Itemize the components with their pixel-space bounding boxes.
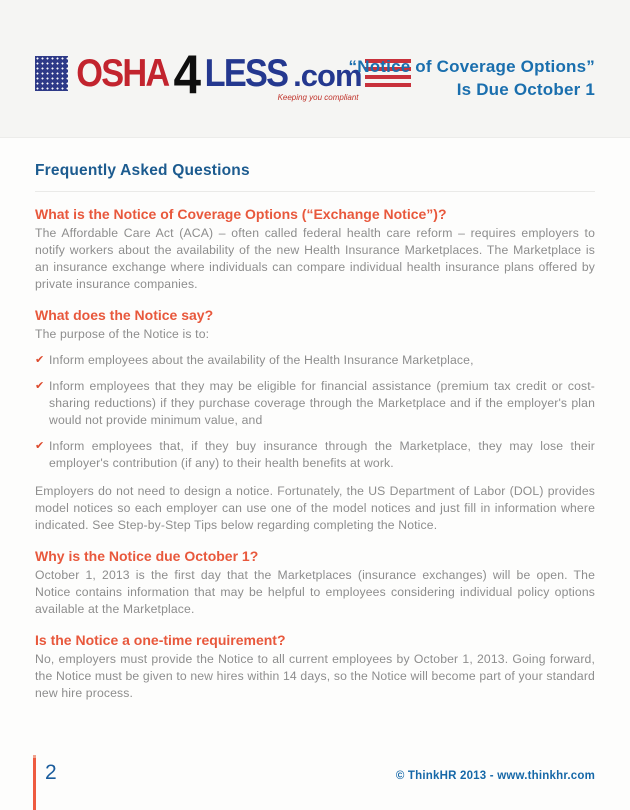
check-icon: ✔ — [35, 380, 45, 392]
list-item-text: Inform employees that, if they buy insurance through the Marketplace, they may lose their employer's contribution (if any) to their health benefits at work. — [49, 439, 595, 470]
list-item — [35, 378, 595, 429]
page-number: 2 — [45, 761, 57, 784]
section-heading-notice-say: What does the Notice say? — [35, 307, 214, 323]
header-title-line1: “Notice of Coverage Options” — [348, 57, 595, 76]
website-link[interactable]: www.thinkhr.com — [497, 770, 595, 782]
section-heading-why-october: Why is the Notice due October 1? — [35, 548, 259, 564]
section-body-why-october: October 1, 2013 is the first day that the Marketplaces (insurance exchanges) will be open. The Notice contains information that may be helpful to employees considering individual policy options available at the Marketplace. — [35, 568, 595, 616]
list-item-text: Inform employees about the availability of the Health Insurance Marketplace, — [49, 353, 474, 367]
copyright-text: © ThinkHR 2013 — [395, 770, 487, 782]
header-title — [349, 55, 595, 101]
section-body-exchange-notice: The Affordable Care Act (ACA) – often called federal health care reform – requires employers to notify workers about the availability of the new Health Insurance Marketplaces. The Marketplace is an insurance exchange where individuals can compare individual health insurance plans offered by private insurance companies. — [35, 226, 595, 291]
logo-text-less: LESS — [204, 51, 288, 95]
footer-separator: - — [489, 770, 494, 782]
page-header — [0, 0, 630, 138]
section-heading-exchange-notice: What is the Notice of Coverage Options (“Exchange Notice”)? — [35, 206, 447, 222]
section-body-model-notices: Employers do not need to design a notice. Fortunately, the US Department of Labor (DOL) provides model notices so each employer can use one of the model notices and just fill in information where indicated. See Step-by-Step Tips below regarding completing the Notice. — [35, 484, 595, 532]
check-icon: ✔ — [35, 354, 45, 366]
document-content — [35, 139, 595, 702]
list-item — [35, 438, 595, 472]
logo-tagline: Keeping you compliant — [277, 93, 359, 102]
check-icon: ✔ — [35, 440, 45, 452]
header-title-line2: Is Due October 1 — [456, 80, 595, 99]
logo-text-osha: OSHA — [76, 51, 169, 95]
list-item-text: Inform employees that they may be eligible for financial assistance (premium tax credit or cost-sharing reductions) if they purchase coverage through the Marketplace and if the employer's plan would not provide minimum value, and — [49, 379, 595, 427]
section-body-one-time: No, employers must provide the Notice to all current employees by October 1, 2013. Going forward, the Notice must be given to new hires within 14 days, so the Notice will become part of your standard new hire process. — [35, 652, 595, 700]
us-flag-canton-icon — [35, 56, 68, 91]
logo-text-four: 4 — [173, 43, 201, 106]
list-item — [35, 352, 595, 369]
page-title: Frequently Asked Questions — [35, 162, 595, 192]
bullet-list-intro: The purpose of the Notice is to: — [35, 327, 210, 341]
logo-text-com: .com — [293, 57, 362, 93]
footer-credit — [396, 770, 595, 782]
section-heading-one-time: Is the Notice a one-time requirement? — [35, 632, 286, 648]
page-number-accent-bar — [33, 755, 36, 810]
